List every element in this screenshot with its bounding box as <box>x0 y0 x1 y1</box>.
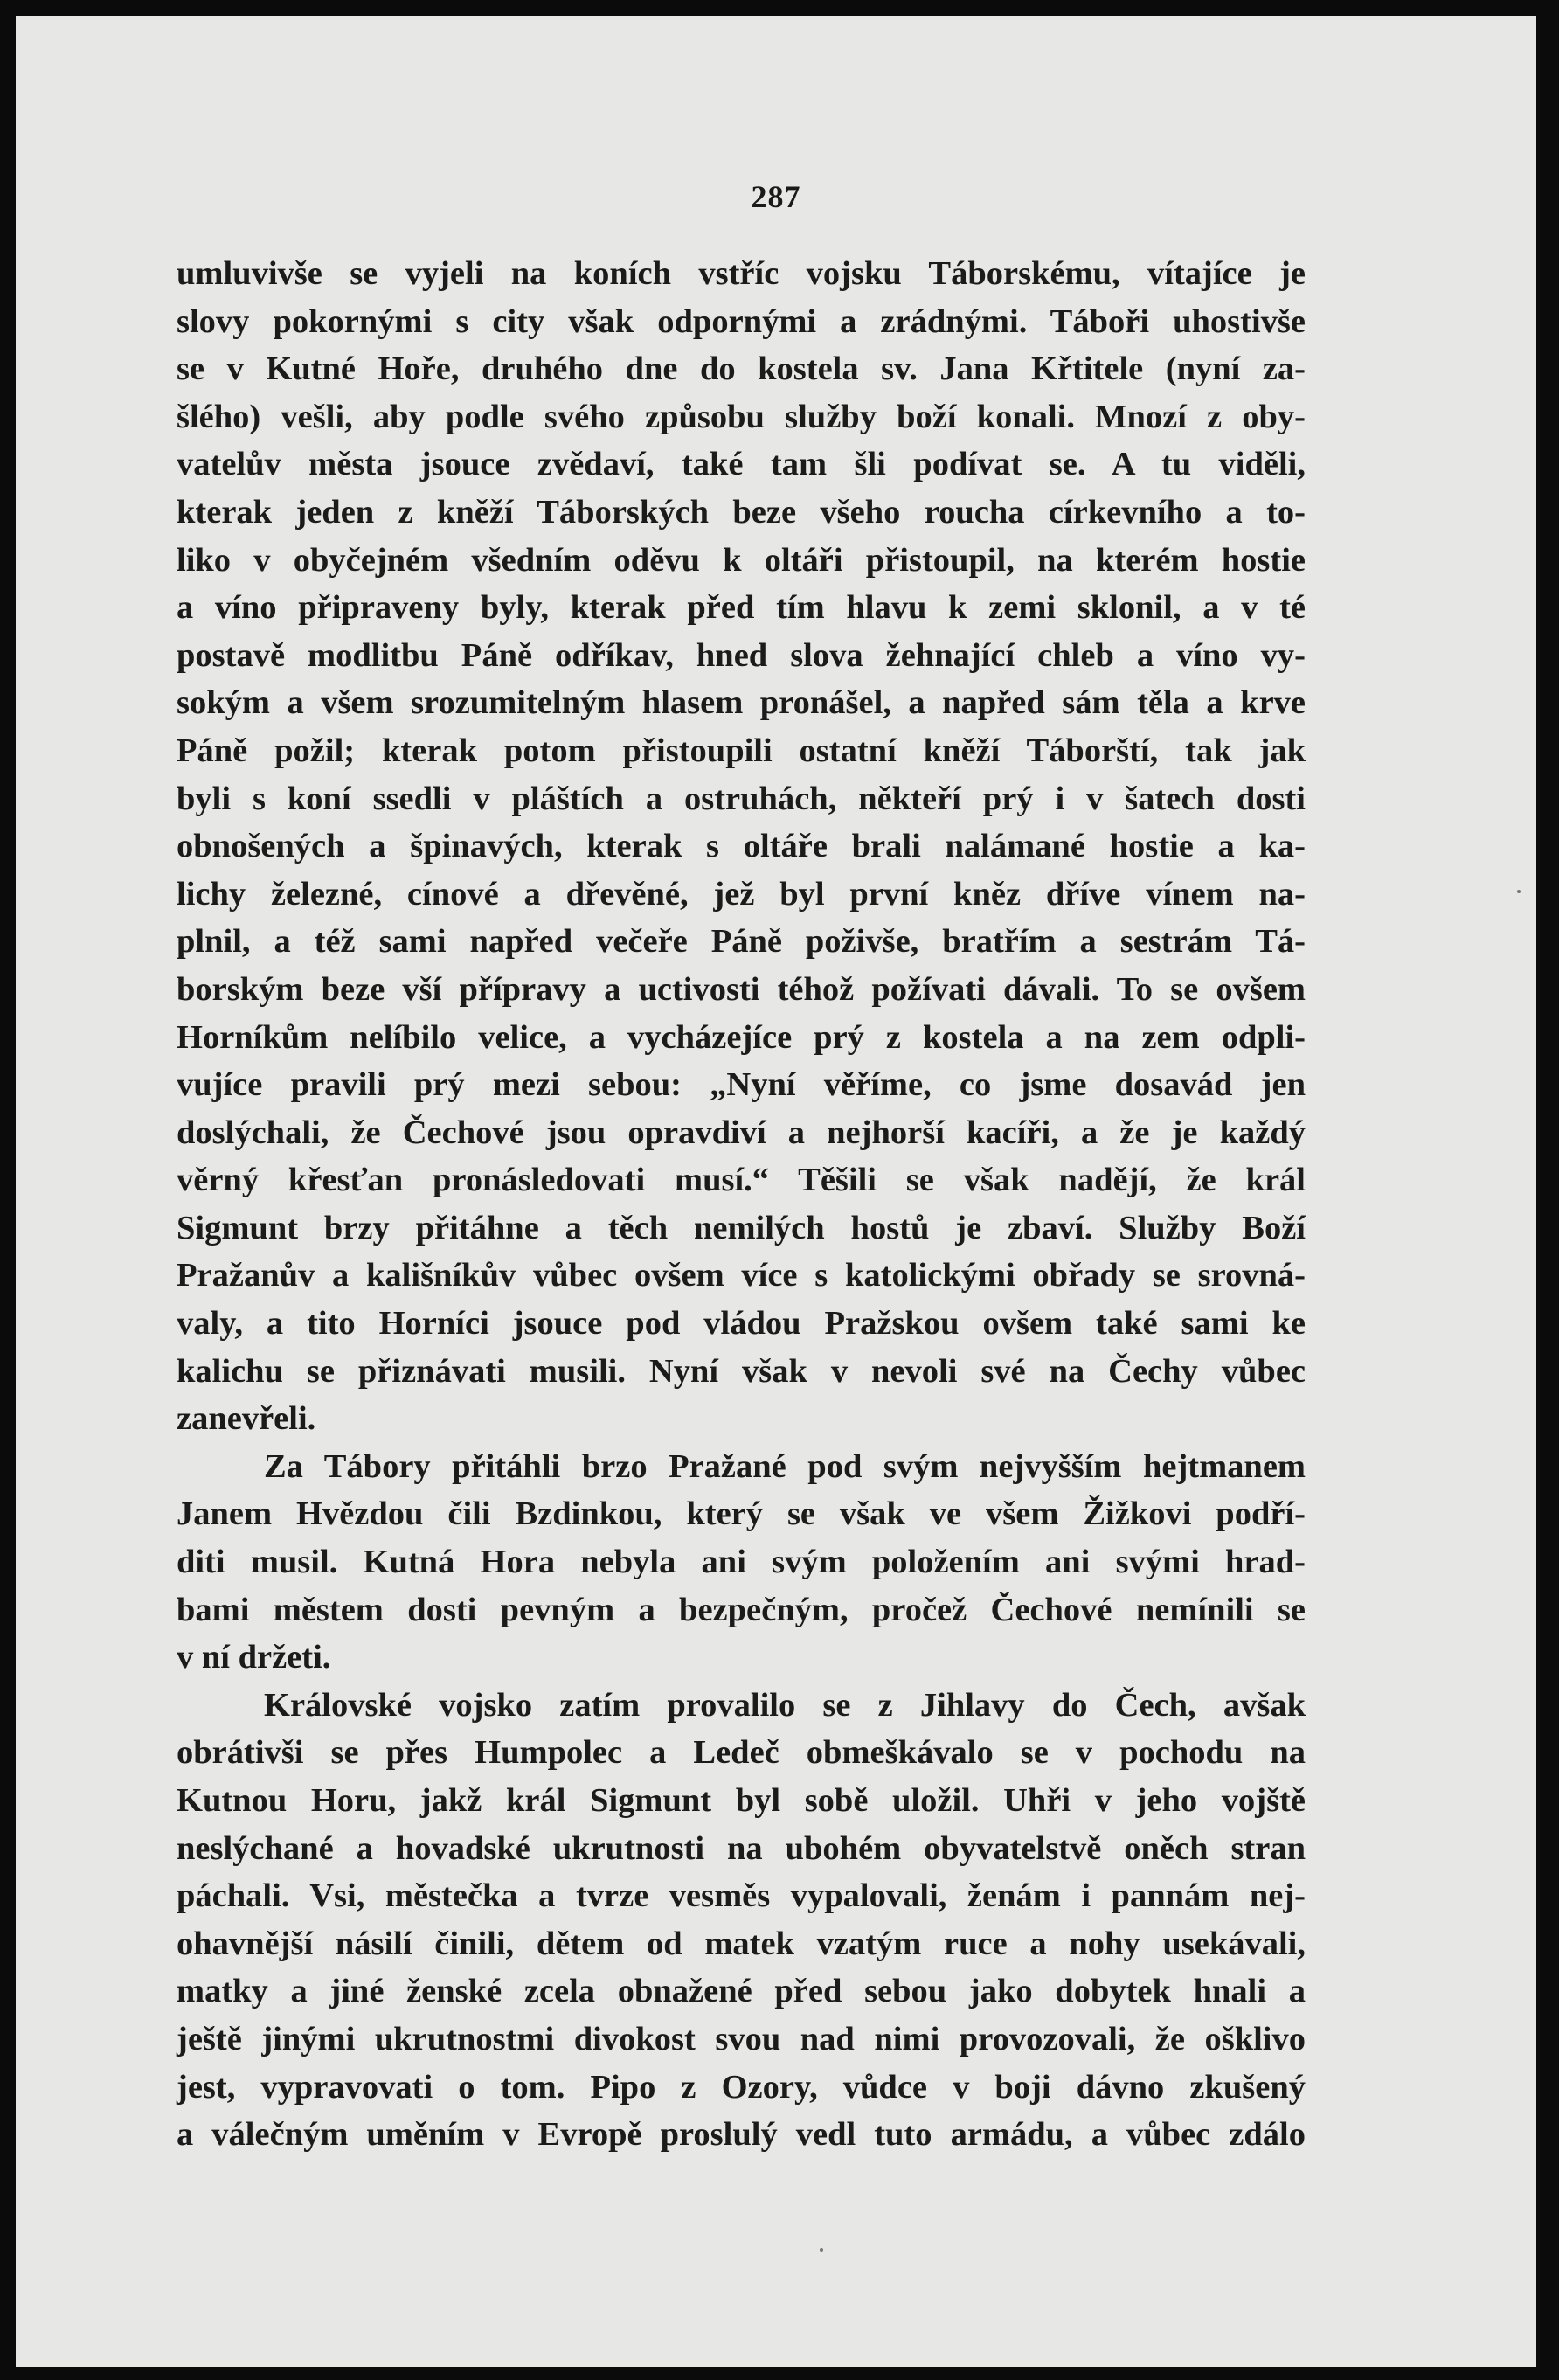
text-line: věrný křesťan pronásledovati musí.“ Těšili se však nadějí, že král <box>177 1162 1306 1199</box>
text-line: slovy pokornými s city však odpornými a zrádnými. Táboři uhostivše <box>177 302 1306 340</box>
page-number: 287 <box>751 179 801 214</box>
text-line: Horníkům nelíbilo velice, a vycházejíce prý z kostela a na zem odpli- <box>177 1018 1306 1056</box>
text-line: Janem Hvězdou čili Bzdinkou, který se však ve všem Žižkovi podří- <box>177 1495 1306 1533</box>
text-line: Za Tábory přitáhli brzo Pražané pod svým nejvyšším hejtmanem <box>264 1447 1306 1485</box>
text-line: bami městem dosti pevným a bezpečným, pročež Čechové nemínili se <box>177 1591 1306 1628</box>
text-line: a víno připraveny byly, kterak před tím hlavu k zemi sklonil, a v té <box>177 589 1306 627</box>
text-line: kalichu se přiznávati musili. Nyní však v nevoli své na Čechy vůbec <box>177 1352 1306 1390</box>
text-line: ještě jinými ukrutnostmi divokost svou nad nimi provozovali, že ošklivo <box>177 2020 1306 2057</box>
text-line: Kutnou Horu, jakž král Sigmunt byl sobě uložil. Uhři v jeho vojště <box>177 1782 1306 1819</box>
paragraph-1 <box>177 250 1306 1443</box>
text-line: páchali. Vsi, městečka a tvrze vesměs vypalovali, ženám i pannám nej- <box>177 1877 1306 1915</box>
text-line: šlého) vešli, aby podle svého způsobu služby boží konali. Mnozí z oby- <box>177 398 1306 435</box>
page-speck <box>1517 890 1521 893</box>
page-speck <box>820 2248 823 2252</box>
text-line: byli s koní ssedli v pláštích a ostruhách, někteří prý i v šatech dosti <box>177 780 1306 817</box>
text-line: Královské vojsko zatím provalilo se z Jihlavy do Čech, avšak <box>264 1686 1306 1724</box>
text-line: v ní držeti. <box>177 1639 331 1676</box>
text-line: sokým a všem srozumitelným hlasem pronášel, a napřed sám těla a krve <box>177 684 1306 722</box>
text-line: Pražanův a kališníkův vůbec ovšem více s katolickými obřady se srovná- <box>177 1257 1306 1294</box>
text-line: plnil, a též sami napřed večeře Páně poživše, bratřím a sestrám Tá- <box>177 923 1306 961</box>
body-text <box>177 250 1306 2159</box>
text-line: diti musil. Kutná Hora nebyla ani svým položením ani svými hrad- <box>177 1544 1306 1581</box>
text-line: valy, a tito Horníci jsouce pod vládou Pražskou ovšem také sami ke <box>177 1305 1306 1343</box>
text-line: postavě modlitbu Páně odříkav, hned slova žehnající chleb a víno vy- <box>177 636 1306 674</box>
text-line: Páně požil; kterak potom přistoupili ostatní kněží Táborští, tak jak <box>177 732 1306 769</box>
text-line: liko v obyčejném všedním oděvu k oltáři přistoupil, na kterém hostie <box>177 541 1306 579</box>
text-line: a válečným uměním v Evropě proslulý vedl tuto armádu, a vůbec zdálo <box>177 2116 1306 2154</box>
text-line: zanevřeli. <box>177 1400 316 1438</box>
text-line: Sigmunt brzy přitáhne a těch nemilých hostů je zbaví. Služby Boží <box>177 1209 1306 1246</box>
paragraph-2 <box>177 1443 1306 1682</box>
text-line: doslýchali, že Čechové jsou opravdiví a nejhorší kacíři, a že je každý <box>177 1114 1306 1151</box>
text-line: vatelův města jsouce zvědaví, také tam šli podívat se. A tu viděli, <box>177 446 1306 483</box>
text-line: ohavnější násilí činili, dětem od matek vzatým ruce a nohy usekávali, <box>177 1925 1306 1962</box>
text-line: obnošených a špinavých, kterak s oltáře brali nalámané hostie a ka- <box>177 828 1306 865</box>
text-line: kterak jeden z kněží Táborských beze všeho roucha církevního a to- <box>177 493 1306 531</box>
text-line: borským beze vší přípravy a uctivosti téhož požívati dávali. To se ovšem <box>177 970 1306 1008</box>
text-line: lichy železné, cínové a dřevěné, jež byl první kněz dříve vínem na- <box>177 875 1306 912</box>
text-line: se v Kutné Hoře, druhého dne do kostela sv. Jana Křtitele (nyní za- <box>177 350 1306 388</box>
text-line: neslýchané a hovadské ukrutnosti na ubohém obyvatelstvě oněch stran <box>177 1829 1306 1867</box>
text-line: jest, vypravovati o tom. Pipo z Ozory, vůdce v boji dávno zkušený <box>177 2068 1306 2106</box>
text-line: matky a jiné ženské zcela obnažené před sebou jako dobytek hnali a <box>177 1973 1306 2010</box>
paragraph-3 <box>177 1682 1306 2159</box>
book-page <box>16 16 1536 2367</box>
text-line: obrátivši se přes Humpolec a Ledeč obmeškávalo se v pochodu na <box>177 1734 1306 1772</box>
text-line: umluvivše se vyjeli na koních vstříc vojsku Táborskému, vítajíce je <box>177 255 1306 292</box>
text-line: vujíce pravili prý mezi sebou: „Nyní věříme, co jsme dosavád jen <box>177 1066 1306 1104</box>
